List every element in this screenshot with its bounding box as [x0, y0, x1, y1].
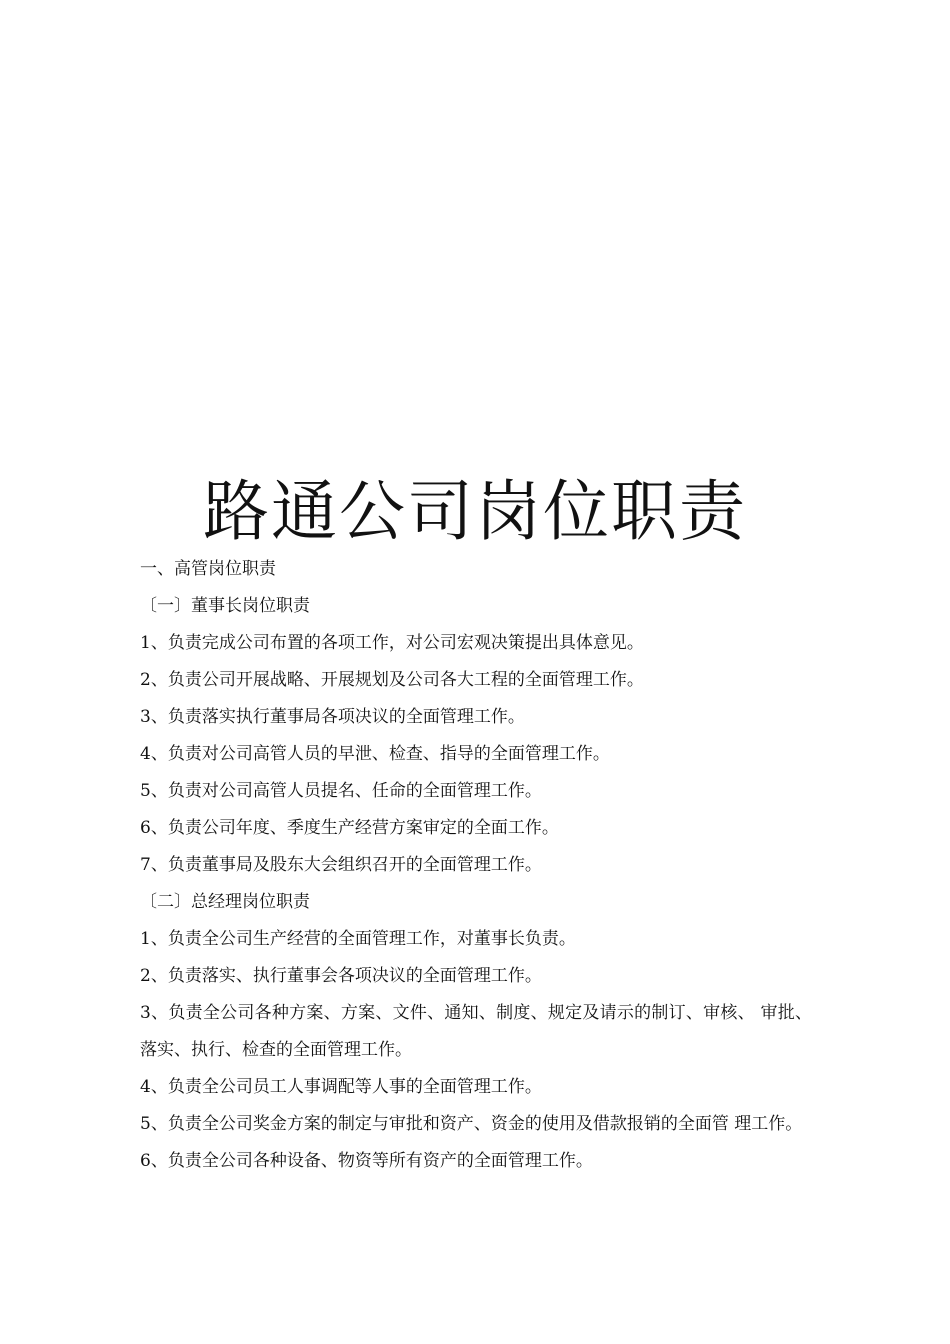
document-title: 路通公司岗位职责 [203, 473, 747, 550]
list-item: 2、负责公司开展战略、开展规划及公司各大工程的全面管理工作。 [140, 670, 644, 690]
list-item: 3、负责落实执行董事局各项决议的全面管理工作。 [140, 707, 525, 727]
list-item: 6、负责全公司各种设备、物资等所有资产的全面管理工作。 [140, 1151, 593, 1171]
list-item: 2、负责落实、执行董事会各项决议的全面管理工作。 [140, 966, 542, 986]
list-item: 4、负责全公司员工人事调配等人事的全面管理工作。 [140, 1077, 542, 1097]
list-item: 5、负责全公司奖金方案的制定与审批和资产、资金的使用及借款报销的全面管 理工作。 [140, 1114, 803, 1134]
list-item: 5、负责对公司高管人员提名、任命的全面管理工作。 [140, 781, 542, 801]
list-item: 4、负责对公司高管人员的早泄、检查、指导的全面管理工作。 [140, 744, 610, 764]
document-body [140, 551, 812, 1180]
list-item: 1、负责完成公司布置的各项工作，对公司宏观决策提出具体意见。 [140, 633, 644, 653]
section-heading: 一、高管岗位职责 [140, 559, 276, 579]
list-item: 6、负责公司年度、季度生产经营方案审定的全面工作。 [140, 818, 559, 838]
list-item: 7、负责董事局及股东大会组织召开的全面管理工作。 [140, 855, 542, 875]
list-item: 3、负责全公司各种方案、方案、文件、通知、制度、规定及请示的制订、审核、 审批、落实、执行、检查的全面管理工作。 [140, 1003, 812, 1060]
list-item: 1、负责全公司生产经营的全面管理工作，对董事长负责。 [140, 929, 576, 949]
subsection-heading: 〔二〕总经理岗位职责 [140, 892, 310, 912]
subsection-heading: 〔一〕董事长岗位职责 [140, 596, 310, 616]
